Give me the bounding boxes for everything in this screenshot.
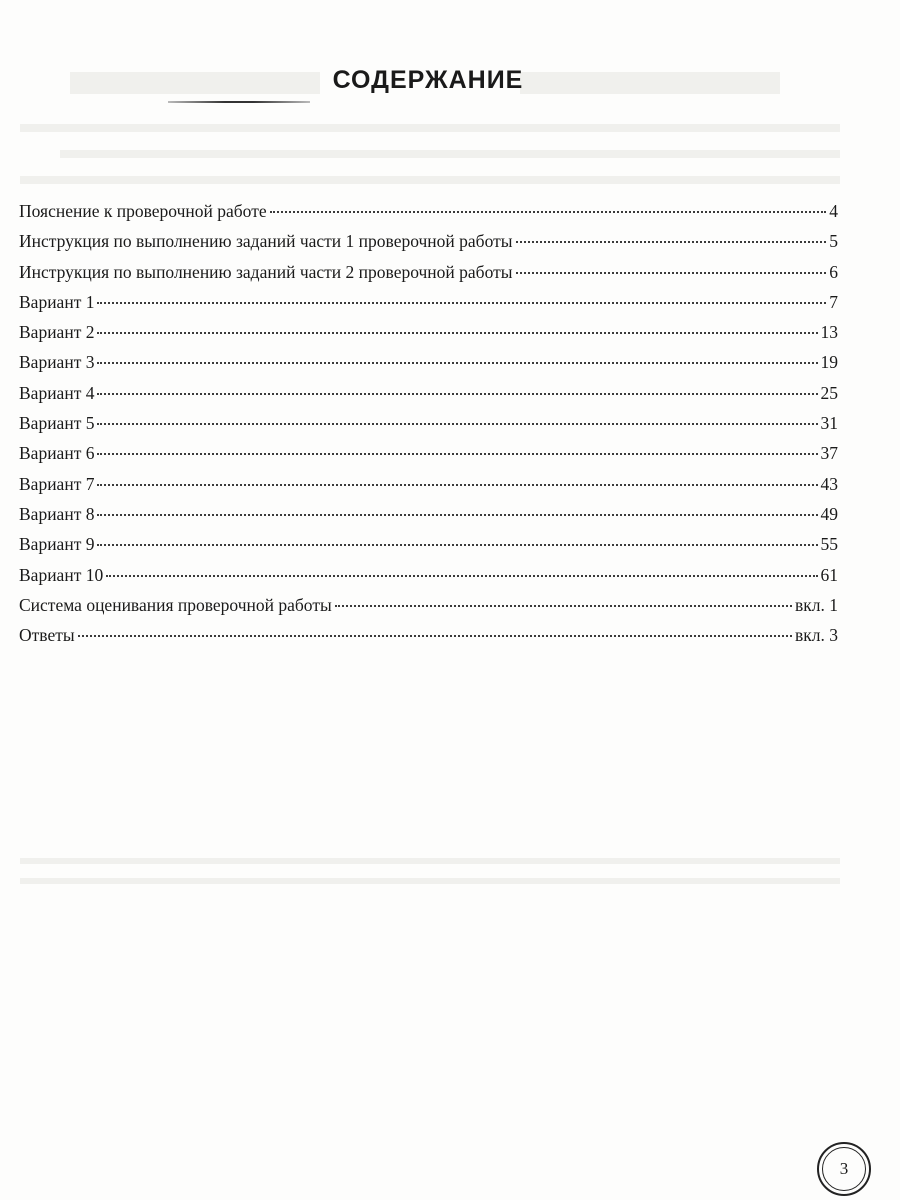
show-through-band bbox=[20, 124, 840, 132]
toc-entry-label: Вариант 7 bbox=[19, 473, 95, 494]
toc-entry-label: Вариант 3 bbox=[19, 352, 95, 373]
toc-row[interactable] bbox=[19, 560, 838, 590]
page-title: СОДЕРЖАНИЕ bbox=[332, 66, 524, 94]
title-underline bbox=[168, 101, 310, 103]
toc-entry-label: Вариант 6 bbox=[19, 443, 95, 464]
toc-entry-page: 13 bbox=[820, 322, 838, 343]
toc-entry-page: 61 bbox=[820, 564, 838, 585]
toc-dot-leader bbox=[335, 605, 792, 607]
toc-entry-page: 6 bbox=[829, 261, 838, 282]
page-number-badge bbox=[817, 1142, 871, 1196]
toc-dot-leader bbox=[516, 272, 827, 274]
toc-entry-page: 55 bbox=[820, 534, 838, 555]
toc-row[interactable] bbox=[19, 408, 838, 438]
show-through-band bbox=[60, 150, 840, 158]
toc-entry-page: 25 bbox=[820, 382, 838, 403]
toc-entry-page: вкл. 1 bbox=[795, 594, 838, 615]
toc-row[interactable] bbox=[19, 438, 838, 468]
table-of-contents bbox=[19, 196, 838, 650]
toc-entry-label: Вариант 5 bbox=[19, 413, 95, 434]
toc-row[interactable] bbox=[19, 590, 838, 620]
toc-entry-label: Инструкция по выполнению заданий части 1 проверочной работы bbox=[19, 231, 513, 252]
toc-row[interactable] bbox=[19, 257, 838, 287]
toc-entry-label: Инструкция по выполнению заданий части 2 проверочной работы bbox=[19, 261, 513, 282]
toc-dot-leader bbox=[97, 393, 817, 395]
toc-dot-leader bbox=[97, 544, 817, 546]
toc-entry-label: Вариант 1 bbox=[19, 291, 95, 312]
toc-dot-leader bbox=[97, 453, 817, 455]
toc-entry-page: 19 bbox=[820, 352, 838, 373]
show-through-band bbox=[20, 176, 840, 184]
toc-row[interactable] bbox=[19, 226, 838, 256]
toc-dot-leader bbox=[97, 514, 817, 516]
toc-row[interactable] bbox=[19, 469, 838, 499]
toc-entry-page: 37 bbox=[820, 443, 838, 464]
toc-entry-label: Вариант 8 bbox=[19, 503, 95, 524]
toc-row[interactable] bbox=[19, 196, 838, 226]
show-through-band bbox=[20, 858, 840, 864]
toc-entry-page: 5 bbox=[829, 231, 838, 252]
toc-entry-label: Вариант 4 bbox=[19, 382, 95, 403]
toc-entry-label: Вариант 9 bbox=[19, 534, 95, 555]
toc-row[interactable] bbox=[19, 287, 838, 317]
toc-row[interactable] bbox=[19, 499, 838, 529]
toc-row[interactable] bbox=[19, 317, 838, 347]
toc-entry-page: 31 bbox=[820, 413, 838, 434]
toc-dot-leader bbox=[97, 423, 817, 425]
toc-row[interactable] bbox=[19, 620, 838, 650]
toc-dot-leader bbox=[78, 635, 792, 637]
toc-entry-label: Пояснение к проверочной работе bbox=[19, 201, 267, 221]
toc-dot-leader bbox=[97, 484, 817, 486]
toc-entry-page: 7 bbox=[829, 291, 838, 312]
toc-entry-label: Система оценивания проверочной работы bbox=[19, 594, 332, 615]
toc-row[interactable] bbox=[19, 347, 838, 377]
toc-dot-leader bbox=[97, 362, 817, 364]
toc-entry-label: Вариант 10 bbox=[19, 564, 104, 585]
toc-dot-leader bbox=[270, 211, 827, 213]
show-through-band bbox=[20, 878, 840, 884]
toc-entry-page: 43 bbox=[820, 473, 838, 494]
toc-dot-leader bbox=[516, 241, 827, 243]
toc-entry-page: 49 bbox=[820, 503, 838, 524]
toc-row[interactable] bbox=[19, 378, 838, 408]
toc-dot-leader bbox=[97, 302, 826, 304]
toc-dot-leader bbox=[97, 332, 817, 334]
toc-entry-page: 4 bbox=[829, 201, 838, 221]
page-number: 3 bbox=[839, 1159, 849, 1178]
toc-row[interactable] bbox=[19, 529, 838, 559]
toc-dot-leader bbox=[106, 575, 817, 577]
toc-entry-page: вкл. 3 bbox=[795, 625, 838, 646]
toc-entry-label: Ответы bbox=[19, 625, 75, 646]
toc-entry-label: Вариант 2 bbox=[19, 322, 95, 343]
